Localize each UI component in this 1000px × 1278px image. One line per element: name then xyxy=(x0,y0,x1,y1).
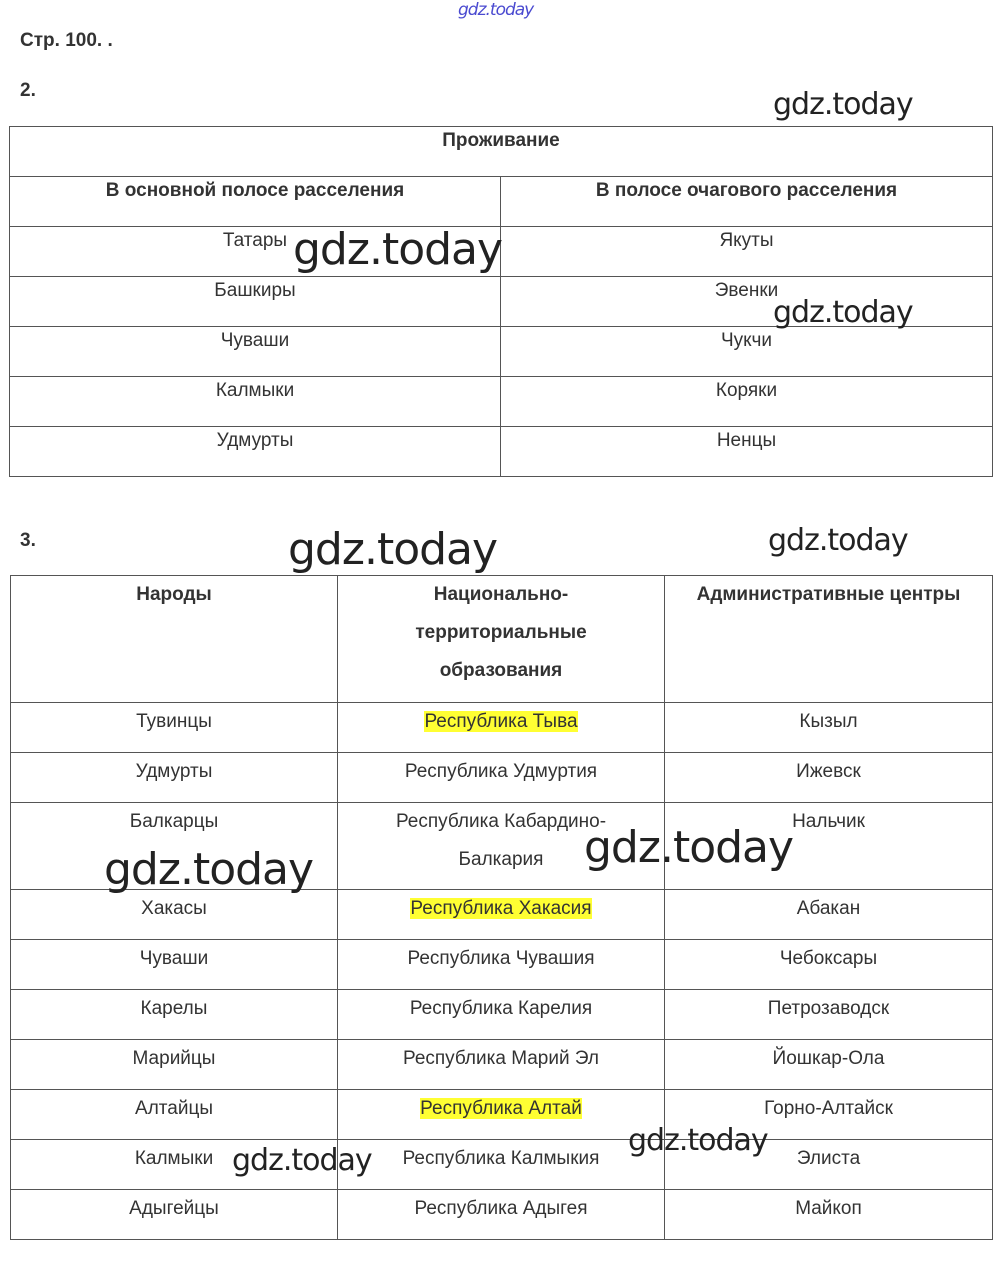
entity-cell: Республика Марий Эл xyxy=(338,1040,665,1090)
people-cell: Балкарцы xyxy=(11,803,338,890)
table-cell: Башкиры xyxy=(10,277,501,327)
center-cell: Абакан xyxy=(665,890,993,940)
center-cell: Нальчик xyxy=(665,803,993,890)
header-line: территориальные xyxy=(415,622,587,643)
header-line: образования xyxy=(439,660,563,681)
watermark: gdz.today xyxy=(288,524,498,575)
people-cell: Алтайцы xyxy=(11,1090,338,1140)
column-header-centers: Административные центры xyxy=(665,576,993,703)
entity-line: Балкария xyxy=(458,849,544,870)
people-cell: Хакасы xyxy=(11,890,338,940)
table-cell: Эвенки xyxy=(501,277,993,327)
entity-cell: Республика Удмуртия xyxy=(338,753,665,803)
table-cell: Татары xyxy=(10,227,501,277)
table-row xyxy=(11,890,993,940)
table-cell: Чуваши xyxy=(10,327,501,377)
table-cell: Ненцы xyxy=(501,427,993,477)
watermark: gdz.today xyxy=(768,523,908,558)
entity-line: Республика Кабардино- xyxy=(395,811,607,832)
center-cell: Ижевск xyxy=(665,753,993,803)
center-cell: Кызыл xyxy=(665,703,993,753)
task-3-number: 3. xyxy=(20,530,36,551)
people-cell: Удмурты xyxy=(11,753,338,803)
watermark: gdz.today xyxy=(628,1123,768,1158)
task-2-number: 2. xyxy=(20,80,36,101)
column-header-main-belt: В основной полосе расселения xyxy=(10,177,501,227)
center-cell: Горно-Алтайск xyxy=(665,1090,993,1140)
center-cell: Петрозаводск xyxy=(665,990,993,1040)
center-cell: Чебоксары xyxy=(665,940,993,990)
column-header-focal-belt: В полосе очагового расселения xyxy=(501,177,993,227)
table-row xyxy=(11,1040,993,1090)
highlighted-text: Республика Алтай xyxy=(420,1098,582,1119)
column-header-entities xyxy=(338,576,665,703)
entity-cell: Республика Адыгея xyxy=(338,1190,665,1240)
entity-cell: Республика Чувашия xyxy=(338,940,665,990)
table-row xyxy=(10,427,993,477)
people-cell: Тувинцы xyxy=(11,703,338,753)
entity-cell: Республика Карелия xyxy=(338,990,665,1040)
header-line: Национально- xyxy=(433,584,569,605)
watermark: gdz.today xyxy=(293,224,503,275)
table-cell: Коряки xyxy=(501,377,993,427)
table-row xyxy=(11,703,993,753)
people-cell: Адыгейцы xyxy=(11,1190,338,1240)
people-cell: Чуваши xyxy=(11,940,338,990)
highlighted-text: Республика Тыва xyxy=(424,711,578,732)
table-cell: Удмурты xyxy=(10,427,501,477)
task-3-table xyxy=(10,575,993,1240)
center-cell: Майкоп xyxy=(665,1190,993,1240)
center-cell: Йошкар-Ола xyxy=(665,1040,993,1090)
table-row xyxy=(11,990,993,1040)
highlighted-text: Республика Хакасия xyxy=(410,898,592,919)
table-row xyxy=(10,327,993,377)
people-cell: Карелы xyxy=(11,990,338,1040)
table-caption: Проживание xyxy=(10,127,993,177)
entity-cell xyxy=(338,703,665,753)
page-heading: Стр. 100. . xyxy=(20,30,113,51)
watermark: gdz.today xyxy=(232,1143,372,1178)
people-cell: Марийцы xyxy=(11,1040,338,1090)
watermark-top: gdz.today xyxy=(458,0,534,20)
center-cell: Элиста xyxy=(665,1140,993,1190)
watermark: gdz.today xyxy=(584,822,794,873)
table-cell: Калмыки xyxy=(10,377,501,427)
table-cell: Чукчи xyxy=(501,327,993,377)
column-header-peoples: Народы xyxy=(11,576,338,703)
watermark: gdz.today xyxy=(104,844,314,895)
table-row xyxy=(11,1190,993,1240)
table-row xyxy=(11,1090,993,1140)
table-row xyxy=(11,753,993,803)
entity-cell xyxy=(338,1090,665,1140)
watermark: gdz.today xyxy=(773,87,913,122)
table-row xyxy=(11,940,993,990)
table-cell: Якуты xyxy=(501,227,993,277)
entity-cell: Республика Калмыкия xyxy=(338,1140,665,1190)
people-cell: Калмыки xyxy=(11,1140,338,1190)
entity-cell xyxy=(338,890,665,940)
table-row xyxy=(11,1140,993,1190)
watermark: gdz.today xyxy=(773,295,913,330)
table-row xyxy=(10,377,993,427)
